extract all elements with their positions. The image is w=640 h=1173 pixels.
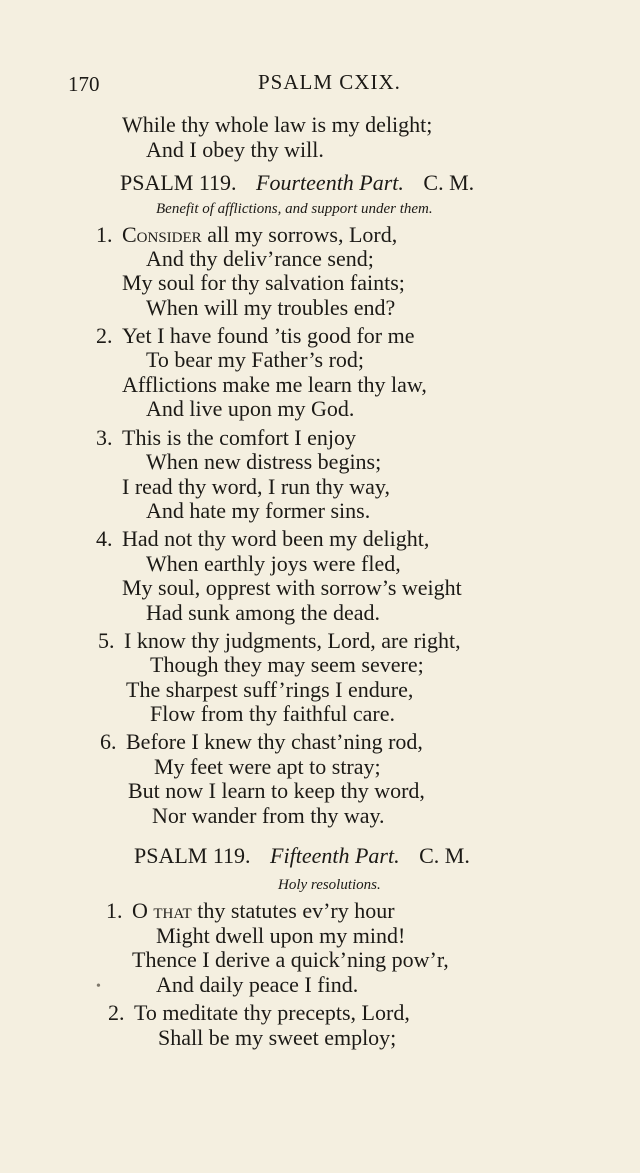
stanza-number: 2. (108, 1000, 125, 1025)
verse-line: Nor wander from thy way. (152, 803, 385, 828)
part-name: Fourteenth Part. (256, 170, 404, 195)
carryover-line: And I obey thy will. (146, 137, 324, 162)
verse-line: When new distress begins; (146, 449, 382, 474)
opening-small-caps: Consider (122, 222, 202, 247)
stanza-number: 1. (106, 898, 123, 923)
verse-line: Afflictions make me learn thy law, (122, 372, 427, 397)
stanza-first-line (96, 222, 397, 248)
part-subtitle: Holy resolutions. (278, 877, 381, 893)
verse-line: But now I learn to keep thy word, (128, 778, 425, 803)
stanza-number: 2. (96, 323, 113, 348)
verse-line: The sharpest suff’rings I endure, (126, 677, 414, 702)
first-line-text: thy statutes ev’ry hour (191, 898, 395, 923)
meter: C. M. (419, 843, 470, 868)
part-name: Fifteenth Part. (270, 843, 400, 868)
stanza-first-line (100, 729, 423, 755)
first-line-text: I know thy judgments, Lord, are right, (124, 628, 461, 653)
psalm-number: PSALM 119. (134, 843, 251, 868)
first-line-text: To meditate thy precepts, Lord, (134, 1000, 410, 1025)
stanza-number: 6. (100, 729, 117, 754)
part-title (134, 843, 470, 869)
verse-line: And live upon my God. (146, 396, 355, 421)
verse-line: And daily peace I find. (156, 972, 359, 997)
stanza-first-line (106, 898, 395, 924)
opening-small-caps: O that (132, 898, 192, 923)
stanza-number: 4. (96, 526, 113, 551)
verse-line: My soul for thy salvation faints; (122, 270, 405, 295)
verse-line: Flow from thy faithful care. (150, 701, 395, 726)
running-head: PSALM CXIX. (258, 70, 401, 94)
page-number: 170 (68, 72, 100, 96)
verse-line: Thence I derive a quick’ning pow’r, (132, 947, 449, 972)
stanza-first-line (98, 628, 461, 654)
stanza-first-line (96, 526, 429, 552)
first-line-text: Yet I have found ’tis good for me (122, 323, 415, 348)
stanza-number: 5. (98, 628, 115, 653)
verse-line: I read thy word, I run thy way, (122, 474, 390, 499)
meter: C. M. (423, 170, 475, 195)
verse-line: When earthly joys were fled, (146, 551, 401, 576)
first-line-text: This is the comfort I enjoy (122, 425, 357, 450)
verse-line: When will my troubles end? (146, 295, 396, 320)
verse-line: And thy deliv’rance send; (146, 246, 374, 271)
verse-line: Though they may seem severe; (150, 652, 424, 677)
part-title (120, 170, 474, 196)
ink-speck: • (96, 979, 101, 994)
stanza-first-line (96, 323, 415, 349)
stanza-first-line (96, 425, 356, 451)
verse-line: And hate my former sins. (146, 498, 371, 523)
verse-line: Shall be my sweet employ; (158, 1025, 397, 1050)
stanza-number: 3. (96, 425, 113, 450)
first-line-text: all my sorrows, Lord, (201, 222, 398, 247)
verse-line: Might dwell upon my mind! (156, 923, 406, 948)
psalm-number: PSALM 119. (120, 170, 237, 195)
verse-line: My feet were apt to stray; (154, 754, 381, 779)
carryover-line: While thy whole law is my delight; (122, 112, 433, 137)
first-line-text: Had not thy word been my delight, (122, 526, 430, 551)
verse-line: My soul, opprest with sorrow’s weight (122, 575, 462, 600)
part-subtitle: Benefit of afflictions, and support under them. (156, 201, 433, 217)
first-line-text: Before I knew thy chast’ning rod, (126, 729, 423, 754)
stanza-number: 1. (96, 222, 113, 247)
verse-line: Had sunk among the dead. (146, 600, 380, 625)
stanza-first-line (108, 1000, 410, 1026)
verse-line: To bear my Father’s rod; (146, 347, 365, 372)
